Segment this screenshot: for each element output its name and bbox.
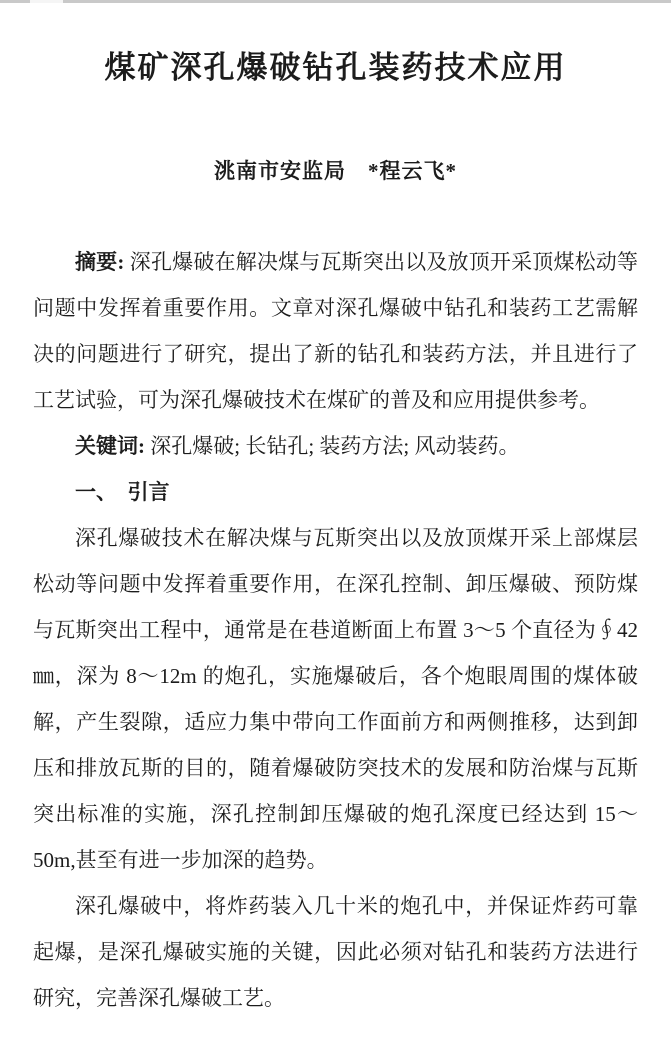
keywords-paragraph: [33, 423, 638, 469]
abstract-paragraph: [33, 239, 638, 423]
abstract-text: 深孔爆破在解决煤与瓦斯突出以及放顶开采顶煤松动等问题中发挥着重要作用。文章对深孔爆破中钻孔和装药工艺需解决的问题进行了研究，提出了新的钻孔和装药方法，并且进行了工艺试验，可为深孔爆破技术在煤矿的普及和应用提供参考。: [33, 249, 638, 412]
author-line: 洮南市安监局 *程云飞*: [214, 159, 457, 184]
document-page: [0, 3, 671, 1021]
keywords-text: 深孔爆破; 长钻孔; 装药方法; 风动装药。: [145, 433, 520, 458]
introduction-paragraph-2: 深孔爆破中，将炸药装入几十米的炮孔中，并保证炸药可靠起爆，是深孔爆破实施的关键，因此必须对钻孔和装药方法进行研究，完善深孔爆破工艺。: [33, 893, 638, 1010]
abstract-label: 摘要:: [75, 249, 125, 274]
introduction-paragraph-1: 深孔爆破技术在解决煤与瓦斯突出以及放顶煤开采上部煤层松动等问题中发挥着重要作用，在深孔控制、卸压爆破、预防煤与瓦斯突出工程中，通常是在巷道断面上布置 3～5 个直径为∮42 ㎜，深为 8～12m 的炮孔，实施爆破后，各个炮眼周围的煤体破解，产生裂隙，适应力集中带向工作面前方和两侧推移，达到卸压和排放瓦斯的目的，随着爆破防突技术的发展和防治煤与瓦斯突出标准的实施，深孔控制卸压爆破的炮孔深度已经达到 15～50m,甚至有进一步加深的趋势。: [33, 525, 638, 872]
keywords-label: 关键词:: [75, 433, 145, 458]
document-body: [33, 239, 638, 1021]
page-title: 煤矿深孔爆破钻孔装药技术应用: [104, 50, 567, 85]
section-heading-introduction: 一、 引言: [75, 479, 170, 504]
